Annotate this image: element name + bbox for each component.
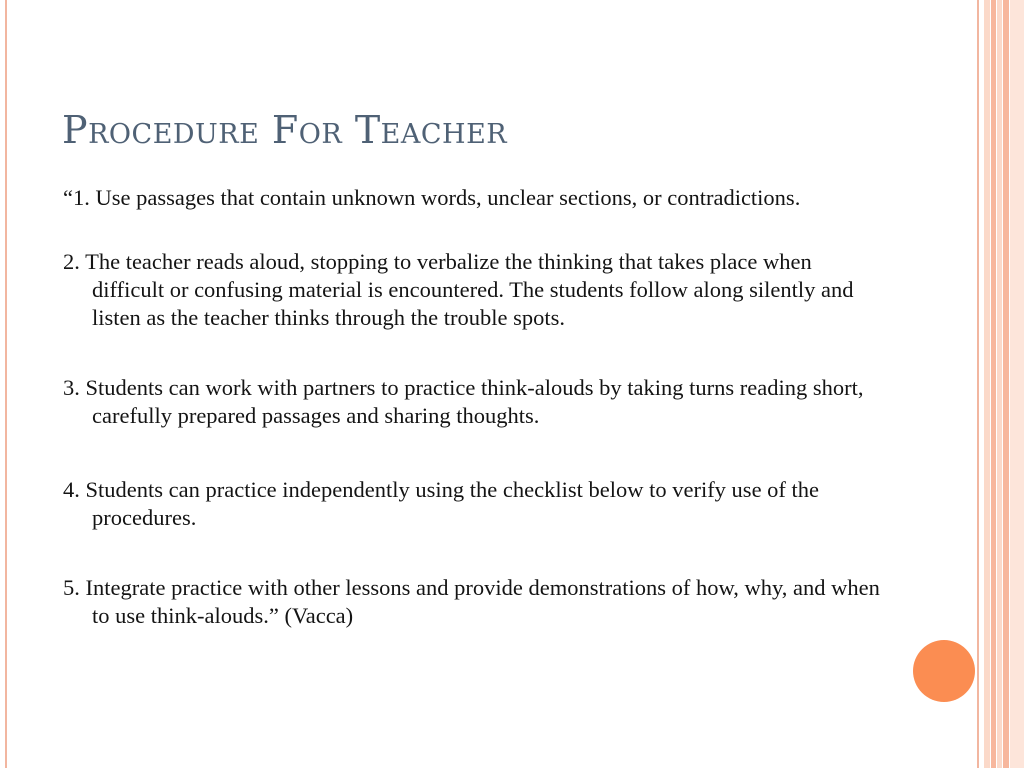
procedure-item-2: 2. The teacher reads aloud, stopping to verbalize the thinking that takes place when difficult or confusing material is encountered. The students follow along silently and listen as the teacher thinks through the trouble spots. [63, 249, 854, 330]
procedure-item-3: 3. Students can work with partners to practice think-alouds by taking turns reading short, carefully prepared passages and sharing thoughts. [63, 375, 864, 428]
procedure-item-5: 5. Integrate practice with other lessons and provide demonstrations of how, why, and when to use think-alouds.” (Vacca) [63, 575, 880, 628]
slide-body [63, 184, 883, 630]
decorative-stripe [1010, 0, 1024, 768]
slide-title: Procedure For Teacher [62, 108, 508, 152]
procedure-item-4: 4. Students can practice independently using the checklist below to verify use of the procedures. [63, 477, 820, 530]
frame-right-border [977, 0, 979, 768]
decorative-stripe [997, 0, 1002, 768]
decorative-stripe [991, 0, 996, 768]
frame-left-border [5, 0, 7, 768]
decorative-circle [913, 640, 975, 702]
procedure-item-1: “1. Use passages that contain unknown words, unclear sections, or contradictions. [63, 185, 801, 210]
decorative-stripe [984, 0, 990, 768]
decorative-stripe [1003, 0, 1009, 768]
